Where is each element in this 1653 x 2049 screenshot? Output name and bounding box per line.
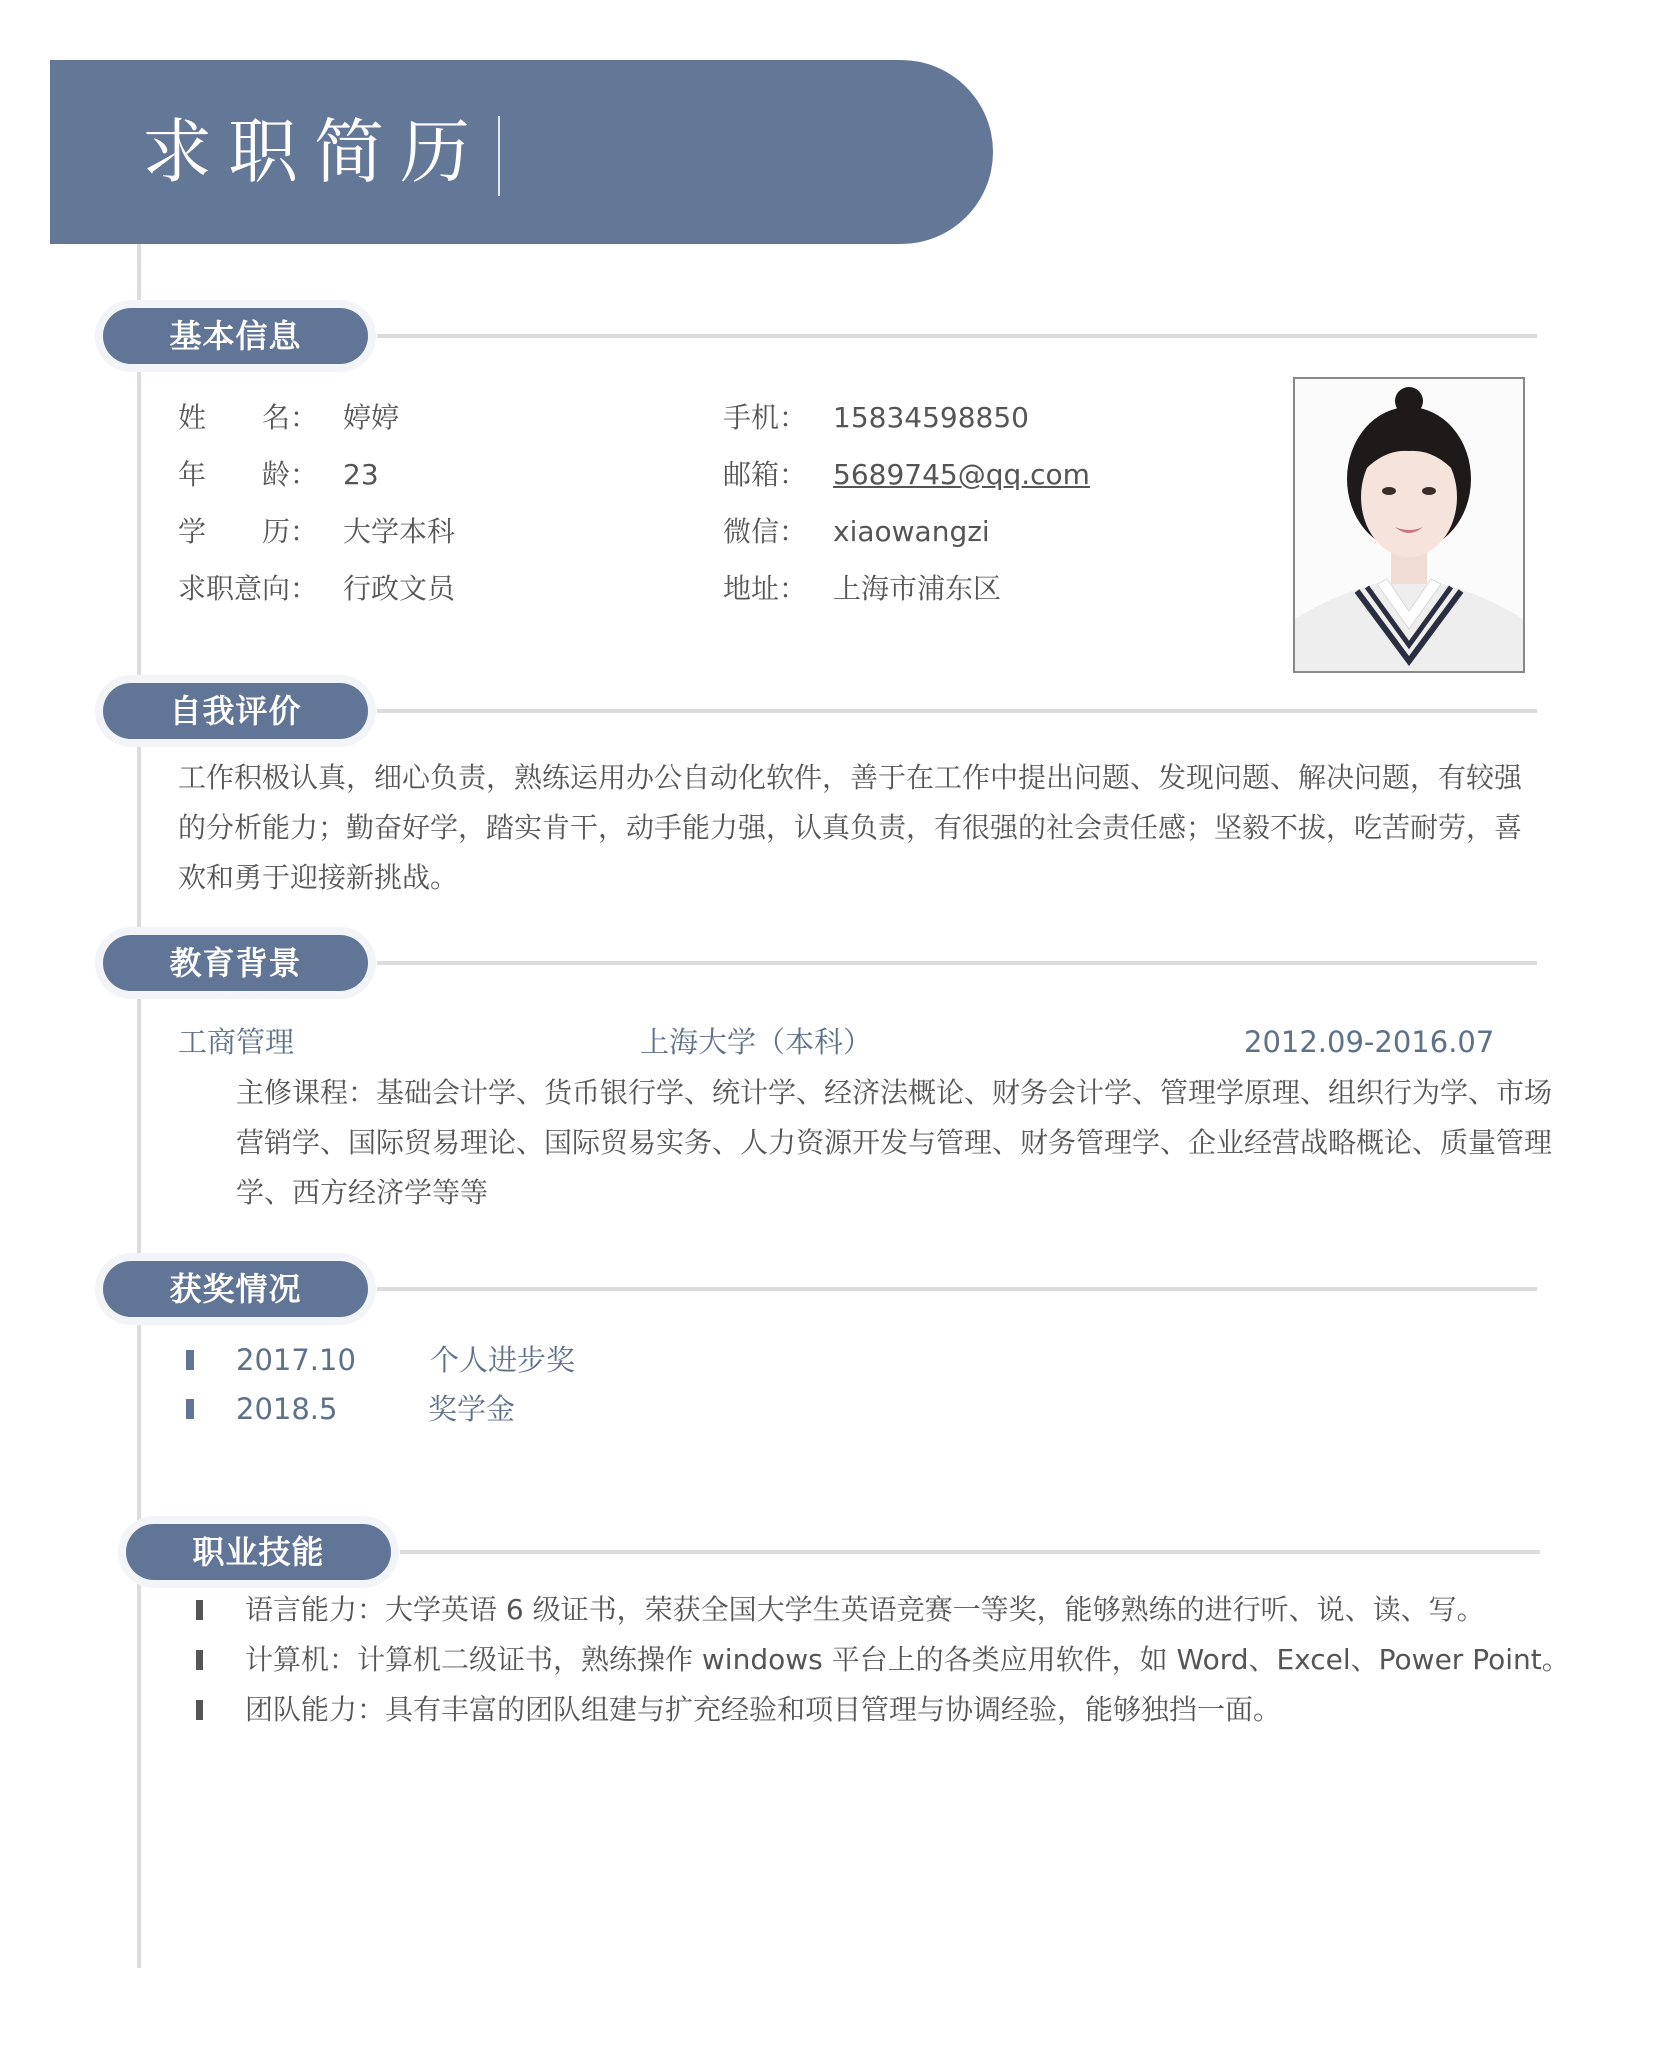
info-label-address: 地址： <box>723 572 808 605</box>
education-major: 工商管理 <box>178 1025 295 1059</box>
email-link[interactable]: 5689745@qq.com <box>833 458 1090 491</box>
section-header-awards <box>103 1261 1543 1317</box>
section-title: 职业技能 <box>192 1533 325 1571</box>
section-title: 获奖情况 <box>169 1270 302 1308</box>
profile-photo <box>1293 377 1525 673</box>
title-divider <box>498 116 500 196</box>
info-value-wechat: xiaowangzi <box>833 515 990 548</box>
section-title: 教育背景 <box>169 944 302 982</box>
section-title: 基本信息 <box>169 317 302 355</box>
section-header-education <box>103 935 1543 991</box>
info-value-age: 23 <box>343 458 379 491</box>
self-evaluation-line: 工作积极认真，细心负责，熟练运用办公自动化软件，善于在工作中提出问题、发现问题、解决问题，有较强 <box>178 761 1523 794</box>
bullet-bar-icon <box>196 1650 203 1670</box>
info-value-address: 上海市浦东区 <box>833 572 1002 605</box>
self-evaluation-line: 的分析能力；勤奋好学，踏实肯干，动手能力强，认真负责，有很强的社会责任感；坚毅不拔，吃苦耐劳，喜 <box>178 811 1523 844</box>
courses-line: 学、西方经济学等等 <box>236 1176 489 1209</box>
info-label-education: 学 历： <box>178 515 319 548</box>
info-value-education: 大学本科 <box>343 515 456 548</box>
bullet-bar-icon <box>196 1700 203 1720</box>
award-date: 2017.10 <box>236 1343 356 1377</box>
timeline-line <box>137 244 141 1968</box>
section-divider <box>377 961 1537 965</box>
info-value-name: 婷婷 <box>343 401 400 434</box>
award-name: 个人进步奖 <box>430 1343 576 1377</box>
info-label-email: 邮箱： <box>723 458 808 491</box>
skill-text: 计算机：计算机二级证书，熟练操作 windows 平台上的各类应用软件，如 Word、Excel、Power Point。 <box>245 1643 1570 1676</box>
section-header-self-evaluation <box>103 683 1543 739</box>
skill-text: 语言能力：大学英语 6 级证书，荣获全国大学生英语竞赛一等奖，能够熟练的进行听、说、读、写。 <box>245 1593 1485 1626</box>
bullet-bar-icon <box>186 1350 194 1370</box>
info-label-name: 姓 名： <box>178 401 319 434</box>
page-title: 求职简历 <box>142 111 486 193</box>
section-divider <box>400 1550 1540 1554</box>
info-label-objective: 求职意向： <box>178 572 319 605</box>
info-label-phone: 手机： <box>723 401 808 434</box>
skill-text: 团队能力：具有丰富的团队组建与扩充经验和项目管理与协调经验，能够独挡一面。 <box>245 1693 1282 1726</box>
section-divider <box>377 709 1537 713</box>
info-label-wechat: 微信： <box>723 515 808 548</box>
education-period: 2012.09-2016.07 <box>1244 1025 1495 1059</box>
section-header-basic-info <box>103 308 1543 364</box>
section-header-skills <box>126 1524 1566 1580</box>
info-value-objective: 行政文员 <box>343 572 456 605</box>
portrait-icon <box>1295 379 1523 671</box>
self-evaluation-line: 欢和勇于迎接新挑战。 <box>178 861 459 894</box>
section-divider <box>377 334 1537 338</box>
section-title: 自我评价 <box>169 692 302 730</box>
courses-line: 主修课程：基础会计学、货币银行学、统计学、经济法概论、财务会计学、管理学原理、组织行为学、市场 <box>236 1076 1553 1109</box>
bullet-bar-icon <box>186 1399 194 1419</box>
bullet-bar-icon <box>196 1600 203 1620</box>
info-value-phone: 15834598850 <box>833 401 1029 434</box>
award-name: 奖学金 <box>428 1392 516 1426</box>
section-divider <box>377 1287 1537 1291</box>
award-date: 2018.5 <box>236 1392 338 1426</box>
header-banner <box>50 60 993 244</box>
courses-line: 营销学、国际贸易理论、国际贸易实务、人力资源开发与管理、财务管理学、企业经营战略概论、质量管理 <box>236 1126 1553 1159</box>
education-courses <box>236 1068 1552 1218</box>
info-label-age: 年 龄： <box>178 458 319 491</box>
self-evaluation-text <box>178 753 1522 903</box>
education-school: 上海大学（本科） <box>640 1025 873 1059</box>
